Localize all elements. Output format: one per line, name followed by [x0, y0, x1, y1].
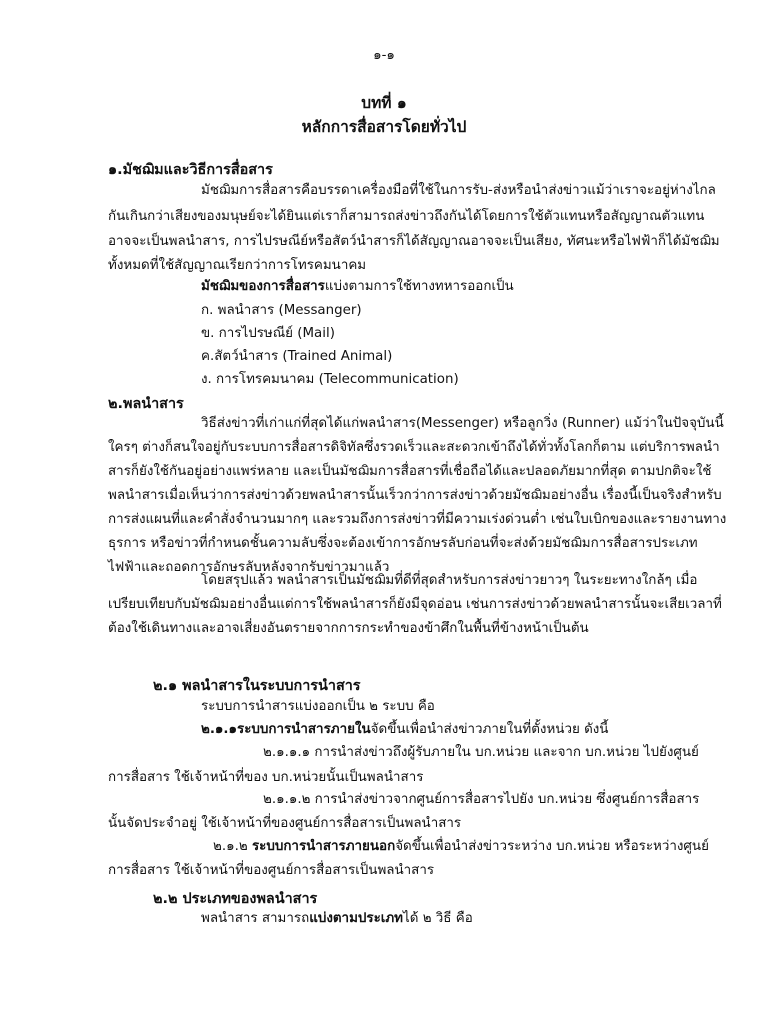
subsection-2-1-2-number: ๒.๑.๒	[213, 839, 248, 854]
chapter-title: หลักการสื่อสารโดยทั่วไป	[301, 118, 467, 136]
subsection-2-1-1-1-line: การสื่อสาร ใช้เจ้าหน้าที่ของ บก.หน่วยนั้นเป็นพลนำสาร	[108, 770, 424, 785]
section-2-summary-line: เปรียบเทียบกับมัชฌิมอย่างอื่นแต่การใช้พลนำสารก็ยังมีจุดอ่อน เช่นการส่งข่าวด้วยพลนำสารนั้นจะเสียเวลาที่	[108, 597, 722, 612]
section-2-2-text-bold: แบ่งตามประเภท	[309, 911, 404, 926]
section-1-intro-bold: มัชฌิมของการสื่อสาร	[201, 279, 325, 294]
section-2-summary-line: ต้องใช้เดินทางและอาจเสี่ยงอันตรายจากการกระทำของข้าศึกในพื้นที่ข้างหน้าเป็นต้น	[108, 621, 589, 636]
section-2-paragraph-line: ธุรการ หรือข่าวที่กำหนดชั้นความลับซึ่งจะต้องเข้าการอักษรลับก่อนที่จะส่งด้วยมัชฌิมการสื่อสารประเภท	[108, 536, 698, 551]
section-2-paragraph-line: สารก็ยังใช้กันอยู่อย่างแพร่หลาย และเป็นมัชฌิมการสื่อสารที่เชื่อถือได้และปลอดภัยมากที่สุด ตามปกติจะใช้	[108, 464, 712, 479]
section-2-paragraph-line: การส่งแผนที่และคำสั่งจำนวนมากๆ และรวมถึงการส่งข่าวที่มีความเร่งด่วนต่ำ เช่นใบเบิกของและรายงานทาง	[108, 512, 727, 527]
list-item: ก. พลนำสาร (Messanger)	[201, 303, 362, 318]
chapter-number: บทที่ ๑	[361, 94, 407, 112]
section-2-summary-line: โดยสรุปแล้ว พลนำสารเป็นมัชฌิมที่ดีที่สุดสำหรับการส่งข่าวยาวๆ ในระยะทางใกล้ๆ เมื่อ	[201, 573, 698, 588]
section-2-2-heading: ๒.๒ ประเภทของพลนำสาร	[153, 891, 318, 907]
subsection-2-1-1-2-line: ๒.๑.๑.๒ การนำส่งข่าวจากศูนย์การสื่อสารไปยัง บก.หน่วย ซึ่งศูนย์การสื่อสาร	[263, 792, 700, 807]
section-2-2-text-start: พลนำสาร สามารถ	[201, 911, 310, 926]
section-2-2-text-end: ได้ ๒ วิธี คือ	[403, 911, 473, 926]
section-2-1-intro: ระบบการนำสารแบ่งออกเป็น ๒ ระบบ คือ	[201, 699, 435, 714]
section-2-paragraph-line: วิธีส่งข่าวที่เก่าแก่ที่สุดได้แก่พลนำสาร(Messenger) หรือลูกวิ่ง (Runner) แม้ว่าในปัจจุบันนี้	[201, 416, 724, 431]
page-number: ๑-๑	[373, 48, 395, 63]
section-2-heading: ๒.พลนำสาร	[108, 396, 184, 412]
list-item: ง. การโทรคมนาคม (Telecommunication)	[201, 372, 459, 387]
section-1-intro-rest: แบ่งตามการใช้ทางทหารออกเป็น	[324, 279, 514, 294]
list-item: ค.สัตว์นำสาร (Trained Animal)	[201, 349, 393, 364]
section-2-paragraph-line: ใครๆ ต่างก็สนใจอยู่กับระบบการสื่อสารดิจิทัลซึ่งรวดเร็วและสะดวกเข้าถึงได้ทั่วทั้งโลกก็ตาม แต่บริการพลนำ	[108, 440, 720, 455]
section-2-paragraph-line: พลนำสารเมื่อเห็นว่าการส่งข่าวด้วยพลนำสารนั้นเร็วกว่าการส่งข่าวด้วยมัชฌิมอย่างอื่น เรื่องนี้เป็นจริงสำหรับ	[108, 488, 722, 503]
list-item: ข. การไปรษณีย์ (Mail)	[201, 326, 335, 341]
subsection-2-1-1-bold: ๒.๑.๑ระบบการนำสารภายใน	[201, 722, 371, 737]
section-1-paragraph-line: มัชฌิมการสื่อสารคือบรรดาเครื่องมือที่ใช้ในการรับ-ส่งหรือนำส่งข่าวแม้ว่าเราจะอยู่ห่างไกล	[201, 183, 716, 198]
section-1-heading: ๑.มัชฌิมและวิธีการสื่อสาร	[108, 162, 273, 178]
subsection-2-1-1	[201, 720, 608, 740]
section-2-paragraph-line: ไฟฟ้าและถอดการอักษรลับหลังจากรับข่าวมาแล้ว	[108, 560, 390, 575]
section-2-2-text	[201, 909, 473, 929]
subsection-2-1-2-bold: ระบบการนำสารภายนอก	[251, 839, 396, 854]
subsection-2-1-2-rest: จัดขึ้นเพื่อนำส่งข่าวระหว่าง บก.หน่วย หรือระหว่างศูนย์	[395, 839, 709, 854]
subsection-2-1-2	[213, 837, 709, 857]
section-1-paragraph-line: อาจจะเป็นพลนำสาร, การไปรษณีย์หรือสัตว์นำสารก็ได้สัญญาณอาจจะเป็นเสียง, ทัศนะหรือไฟฟ้าก็ได้มัชฌิม	[108, 234, 720, 249]
subsection-2-1-1-1-line: ๒.๑.๑.๑ การนำส่งข่าวถึงผู้รับภายใน บก.หน่วย และจาก บก.หน่วย ไปยังศูนย์	[263, 745, 699, 760]
subsection-2-1-1-2-line: นั้นจัดประจำอยู่ ใช้เจ้าหน้าที่ของศูนย์การสื่อสารเป็นพลนำสาร	[108, 816, 462, 831]
subsection-2-1-2-line: การสื่อสาร ใช้เจ้าหน้าที่ของศูนย์การสื่อสารเป็นพลนำสาร	[108, 863, 435, 878]
section-1-intro	[201, 277, 514, 297]
section-1-paragraph-line: กันเกินกว่าเสียงของมนุษย์จะได้ยินแต่เราก็สามารถส่งข่าวถึงกันได้โดยการใช้ตัวแทนหรือสัญญาณตัวแทน	[108, 209, 705, 224]
section-1-paragraph-line: ทั้งหมดที่ใช้สัญญาณเรียกว่าการโทรคมนาคม	[108, 258, 367, 273]
section-2-1-heading: ๒.๑ พลนำสารในระบบการนำสาร	[153, 678, 361, 694]
subsection-2-1-1-rest: จัดขึ้นเพื่อนำส่งข่าวภายในที่ตั้งหน่วย ดังนี้	[370, 722, 609, 737]
